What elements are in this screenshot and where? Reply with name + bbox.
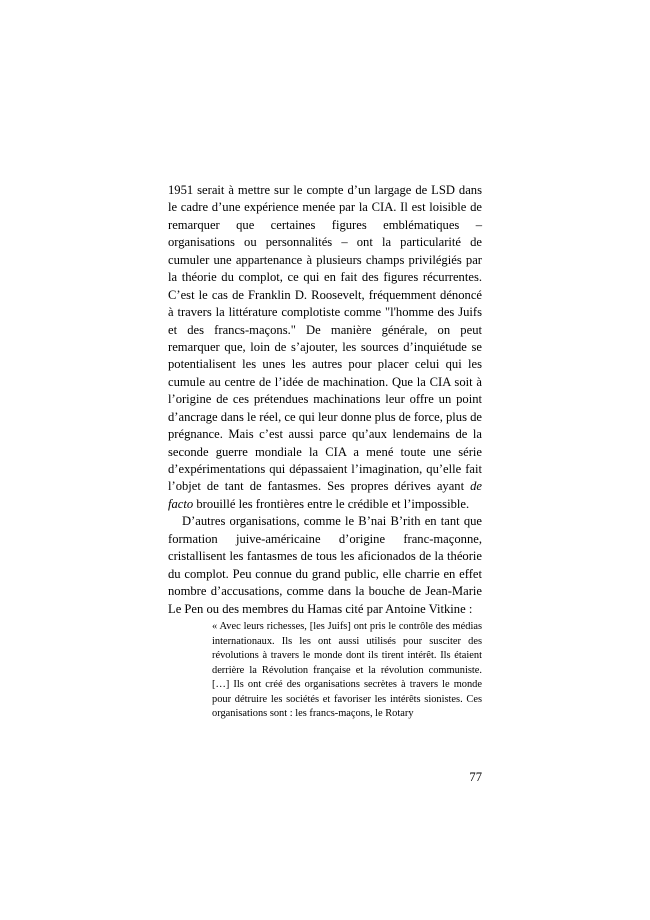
paragraph-first-tail: brouillé les frontières entre le crédible et l’impossible. [193,496,470,511]
page-number: 77 [469,770,482,784]
paragraph-second: D’autres organisations, comme le B’nai B’rith en tant que formation juive-américaine d’origine franc-maçonne, cristallisent les fantasmes de tous les aficionados de la théorie du complot. Peu connue du grand public, elle charrie en effet nombre d’accusations, comme dans la bouche de Jean-Marie Le Pen ou des membres du Hamas cité par Antoine Vitkine : [168,514,482,616]
paragraph-first [168,182,482,513]
paragraph-first-text: 1951 serait à mettre sur le compte d’un largage de LSD dans le cadre d’une expérience menée par la CIA. Il est loisible de remarquer que certaines figures emblématiques – organisations ou personnalités – ont la particularité de cumuler une appartenance à plusieurs champs privilégiés par la théorie du complot, ce qui en fait des figures récurrentes. C’est le cas de Franklin D. Roosevelt, fréquemment dénoncé à travers la littérature complotiste comme "l'homme des Juifs et des francs-maçons." De manière générale, on peut remarquer que, loin de s’ajouter, les sources d’inquiétude se potentialisent les unes les autres pour placer celui qui les cumule au centre de l’idée de machination. Que la CIA soit à l’origine de ces prétendues machinations leur offre un point d’ancrage dans le réel, ce qui leur donne plus de force, plus de prégnance. Mais c’est aussi parce qu’aux lendemains de la seconde guerre mondiale la CIA a mené toute une série d’expérimentations qui dépassaient l’imagination, qu’elle fait l’objet de tant de fantasmes. Ses propres dérives ayant [168,183,483,494]
paragraph-first-italic: de facto [168,479,482,511]
block-quote: « Avec leurs richesses, [les Juifs] ont pris le contrôle des médias internationaux. Ils les ont aussi utilisés pour susciter des révolutions à travers le monde dont ils tirent intérêt. Ils étaient derrière la Révolution française et la révolution communiste. […] Ils ont créé des organisations secrètes à travers le monde pour détruire les sociétés et favoriser les intérêts sionistes. Ces organisations sont : les francs-maçons, le Rotary [212,620,482,720]
page-text-body [168,182,482,722]
